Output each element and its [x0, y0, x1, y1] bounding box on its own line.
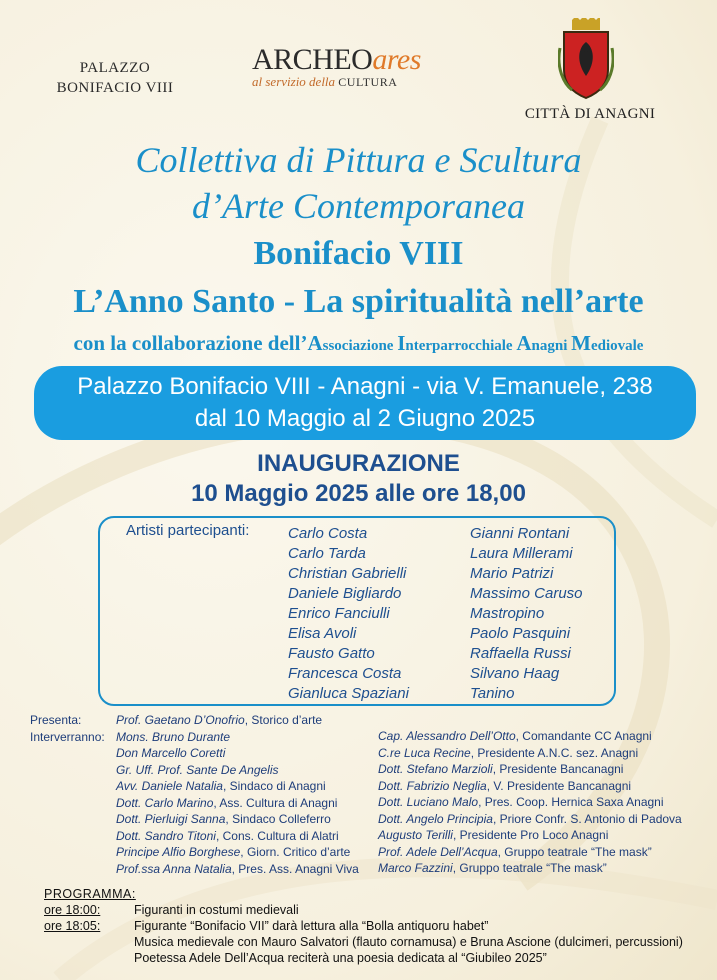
speaker-role: , V. Presidente Bancanagni [486, 778, 632, 793]
speaker-role: , Sindaco Colleferro [225, 812, 331, 826]
speaker-role: , Gruppo teatrale “The mask” [452, 861, 607, 875]
venue-address: Palazzo Bonifacio VIII - Anagni - via V. Emanuele, 238 [77, 373, 653, 400]
speaker-name: Dott. Pierluigi Sanna [116, 812, 226, 826]
title-line4: L’Anno Santo - La spiritualità nell’arte [73, 283, 644, 320]
artist-name: Massimo Caruso [470, 585, 583, 602]
artist-name: Carlo Costa [288, 525, 368, 542]
exhibition-dates: dal 10 Maggio al 2 Giugno 2025 [194, 405, 536, 432]
speaker-name: Prof.ssa Anna Natalia [116, 861, 232, 876]
collaboration-line [0, 330, 717, 359]
archeo-text: ARCHEO [252, 43, 373, 76]
speaker-name: Cap. Alessandro Dell’Otto [378, 729, 516, 743]
programma-text: Figuranti in costumi medievali [134, 903, 299, 917]
palazzo-line1: PALAZZO [79, 60, 151, 76]
ares-text: ares [372, 43, 421, 76]
speaker-entry [116, 745, 359, 762]
city-crest-icon [558, 18, 614, 100]
artists-column-2 [470, 524, 583, 704]
speaker-entry [116, 795, 359, 812]
programma-row [44, 918, 489, 934]
speaker-name: Principe Alfio Borghese [116, 845, 241, 859]
speaker-name: Avv. Daniele Natalia [116, 779, 223, 793]
programma-time: ore 18:05: [44, 919, 101, 933]
speaker-entry [378, 827, 682, 844]
speaker-name: Dott. Carlo Marino [116, 795, 214, 810]
speaker-role: , Presidente Pro Loco Anagni [452, 828, 609, 842]
speaker-name: Marco Fazzini [378, 861, 453, 875]
title-line2: d’Arte Contemporanea [192, 186, 525, 226]
palazzo-line2: BONIFACIO VIII [56, 80, 174, 96]
speaker-name: Dott. Angelo Principia [378, 811, 493, 826]
speaker-role: , Storico d’arte [244, 713, 323, 727]
speaker-name: Dott. Fabrizio Neglia [378, 778, 487, 793]
speaker-entry [116, 811, 359, 828]
speaker-entry [116, 729, 359, 746]
collab-word: ediovale [590, 338, 644, 354]
speaker-entry [378, 811, 682, 828]
speaker-name: Gr. Uff. Prof. Sante De Angelis [116, 762, 279, 777]
programma-row [44, 934, 683, 950]
title-line1: Collettiva di Pittura e Scultura [135, 140, 582, 180]
artist-name: Paolo Pasquini [470, 625, 571, 642]
speaker-name: C.re Luca Recine [378, 745, 471, 760]
speaker-name: Prof. Gaetano D’Onofrio [116, 713, 245, 727]
speakers-list-1 [116, 712, 359, 877]
interverranno-label: Interverranno: [30, 729, 105, 744]
artist-name: Enrico Fanciulli [288, 605, 390, 622]
speaker-entry [378, 860, 682, 877]
artist-name: Mario Patrizi [470, 565, 554, 582]
speaker-role: , Pres. Coop. Hernica Saxa Anagni [478, 795, 664, 809]
speaker-name: Dott. Sandro Titoni [116, 828, 216, 843]
speaker-name: Dott. Luciano Malo [378, 795, 479, 809]
artist-name: Francesca Costa [288, 665, 402, 682]
speaker-role: , Presidente A.N.C. sez. Anagni [470, 745, 639, 760]
artist-name: Christian Gabrielli [288, 565, 407, 582]
collab-prefix: con la collaborazione dell’ [73, 331, 308, 355]
speaker-role: , Giorn. Critico d’arte [240, 845, 351, 859]
collab-initial: A [307, 331, 323, 355]
presenta-label: Presenta: [30, 713, 82, 727]
programma-text: Poetessa Adele Dell’Acqua reciterà una poesia dedicata al “Giubileo 2025” [134, 951, 547, 965]
speaker-entry [378, 794, 682, 811]
speaker-entry [116, 828, 359, 845]
speaker-entry [378, 778, 682, 795]
inauguration-label: INAUGURAZIONE [257, 450, 460, 477]
speaker-role: , Sindaco di Anagni [222, 779, 326, 793]
speaker-role: , Ass. Cultura di Anagni [213, 795, 338, 810]
speaker-name: Mons. Bruno Durante [116, 729, 231, 744]
artist-name: Laura Millerami [470, 545, 573, 562]
speaker-entry [378, 844, 682, 861]
programma-time: ore 18:00: [44, 903, 101, 917]
artist-name: Elisa Avoli [288, 625, 357, 642]
collab-word: nterparrocchiale [405, 338, 517, 354]
artist-name: Tanino [470, 685, 515, 702]
inauguration-date: 10 Maggio 2025 alle ore 18,00 [191, 480, 526, 507]
speaker-role: , Pres. Ass. Anagni Viva [231, 861, 359, 876]
archeo-tagline: al servizio della [252, 74, 336, 89]
collab-word: nagni [531, 338, 572, 354]
artist-name: Mastropino [470, 605, 545, 622]
speaker-role: , Priore Confr. S. Antonio di Padova [492, 811, 682, 826]
artist-name: Silvano Haag [470, 665, 560, 682]
speaker-entry [378, 728, 682, 745]
collab-word: ssociazione [322, 338, 398, 354]
speaker-entry [116, 778, 359, 795]
programma-section [44, 886, 683, 966]
artist-name: Fausto Gatto [288, 645, 375, 662]
programma-row [44, 902, 299, 918]
programma-title: PROGRAMMA: [44, 887, 136, 901]
speaker-role: , Cons. Cultura di Alatri [215, 828, 339, 843]
speakers-list-2 [378, 728, 682, 877]
citta-di-anagni-label: CITTÀ DI ANAGNI [524, 106, 656, 122]
programma-text: Musica medievale con Mauro Salvatori (flauto cornamusa) e Bruna Ascione (dulcimeri, percussioni) [134, 935, 683, 949]
artist-name: Raffaella Russi [470, 645, 571, 662]
collab-initial: I [397, 331, 406, 355]
artist-name: Carlo Tarda [288, 545, 366, 562]
collab-initial: M [571, 331, 591, 355]
speaker-name: Prof. Adele Dell’Acqua [378, 844, 498, 859]
programma-row [44, 950, 547, 966]
speaker-entry [116, 861, 359, 878]
venue-dates-banner [34, 366, 696, 440]
title-line3: Bonifacio VIII [253, 235, 464, 272]
programma-text: Figurante “Bonifacio VII” darà lettura alla “Bolla antiquoru habet” [134, 919, 489, 933]
artist-name: Gianluca Spaziani [288, 685, 409, 702]
collab-initial: A [516, 331, 532, 355]
speaker-name: Dott. Stefano Marzioli [378, 762, 493, 776]
speaker-entry [116, 762, 359, 779]
speaker-entry [116, 712, 359, 729]
palazzo-bonifacio-logo [30, 58, 200, 98]
artists-label: Artisti partecipanti: [126, 522, 250, 539]
speaker-entry [378, 745, 682, 762]
speaker-role: , Gruppo teatrale “The mask” [497, 844, 652, 859]
artist-name: Gianni Rontani [470, 525, 570, 542]
speaker-name: Don Marcello Coretti [116, 746, 226, 760]
speaker-entry [116, 844, 359, 861]
speaker-name: Augusto Terilli [378, 828, 453, 842]
speaker-role: , Comandante CC Anagni [515, 729, 652, 743]
speaker-role: , Presidente Bancanagni [492, 762, 624, 776]
archeoares-logo [252, 44, 452, 90]
speaker-entry [378, 761, 682, 778]
artist-name: Daniele Bigliardo [288, 585, 402, 602]
artists-column-1 [288, 524, 409, 704]
speaker-roles [30, 712, 105, 745]
archeo-tagline-cultura: CULTURA [338, 75, 398, 89]
